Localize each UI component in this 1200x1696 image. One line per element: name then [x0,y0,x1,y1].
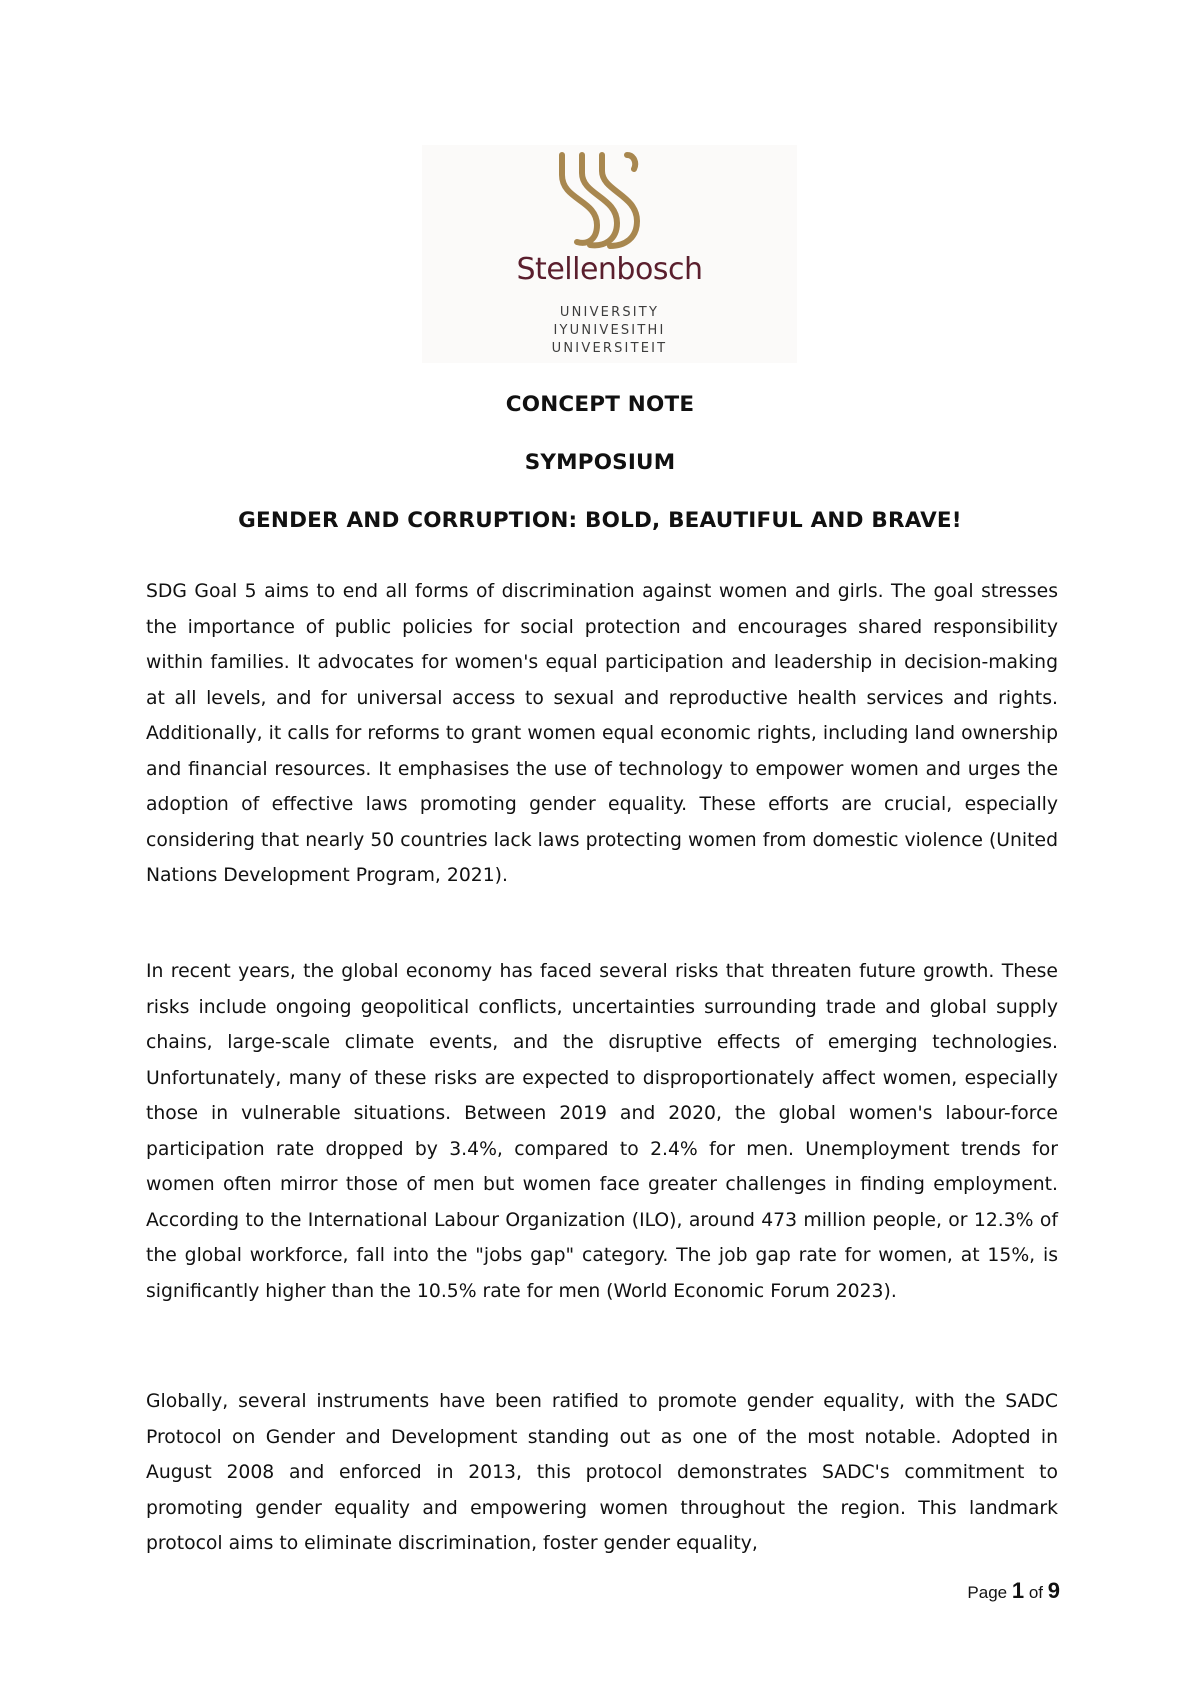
current-page-number: 1 [1011,1578,1025,1603]
symposium-title: GENDER AND CORRUPTION: BOLD, BEAUTIFUL AND BRAVE! [238,508,962,533]
logo-line-universiteit: UNIVERSITEIT [551,341,668,356]
logo-wordmark: Stellenbosch [516,252,703,287]
document-title: CONCEPT NOTE [505,392,695,417]
document-subtitle: SYMPOSIUM [524,450,676,475]
page-number-footer [967,1578,1060,1604]
page-label: Page [967,1583,1008,1602]
paragraph-sdg-goal-5: SDG Goal 5 aims to end all forms of discrimination against women and girls. The goal stresses the importance of public policies for social protection and encourages shared responsibility within families. It advocates for women's equal participation and leadership in decision-making at all levels, and for universal access to sexual and reproductive health services and rights. Additionally, it calls for reforms to grant women equal economic rights, including land ownership and financial resources. It emphasises the use of technology to empower women and urges the adoption of effective laws promoting gender equality. These efforts are crucial, especially considering that nearly 50 countries lack laws protecting women from domestic violence (United Nations Development Program, 2021). [146,581,1058,886]
logo-line-iyunivesithi: IYUNIVESITHI [553,323,666,338]
of-label: of [1028,1583,1044,1602]
paragraph-sadc-protocol: Globally, several instruments have been ratified to promote gender equality, with the SADC Protocol on Gender and Development standing out as one of the most notable. Adopted in August 2008 and enforced in 2013, this protocol demonstrates SADC's commitment to promoting gender equality and empowering women throughout the region. This landmark protocol aims to eliminate discrimination, foster gender equality, [146,1391,1058,1554]
paragraph-global-economy: In recent years, the global economy has faced several risks that threaten future growth. These risks include ongoing geopolitical conflicts, uncertainties surrounding trade and global supply chains, large-scale climate events, and the disruptive effects of emerging technologies. Unfortunately, many of these risks are expected to disproportionately affect women, especially those in vulnerable situations. Between 2019 and 2020, the global women's labour-force participation rate dropped by 3.4%, compared to 2.4% for men. Unemployment trends for women often mirror those of men but women face greater challenges in finding employment. According to the International Labour Organization (ILO), around 473 million people, or 12.3% of the global workforce, fall into the "jobs gap" category. The job gap rate for women, at 15%, is significantly higher than the 10.5% rate for men (World Economic Forum 2023). [146,961,1058,1302]
stellenbosch-emblem-icon [422,145,797,255]
university-logo [422,145,797,363]
logo-line-university: UNIVERSITY [559,305,660,320]
total-pages-number: 9 [1047,1578,1060,1603]
